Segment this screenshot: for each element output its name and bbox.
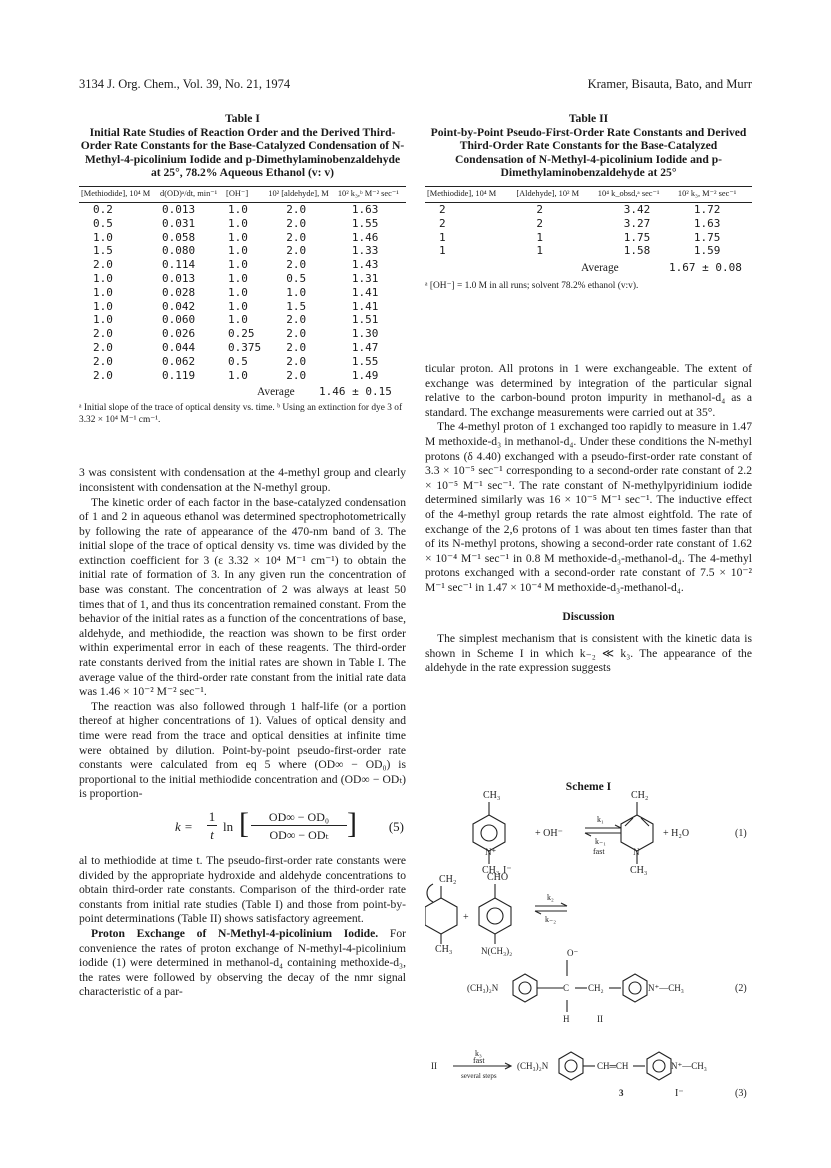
table-cell: 1.72 — [693, 202, 721, 216]
table-cell: 1.63 — [693, 216, 721, 230]
scheme-label: O⁻ — [567, 948, 579, 958]
table-cell: 2 — [536, 216, 543, 230]
table-cell: 2.0 — [286, 313, 307, 327]
table-cell: 1.33 — [351, 244, 379, 258]
scheme-label: CH═CH — [597, 1061, 629, 1071]
pyridinium-ring-3 — [647, 1052, 671, 1080]
section-heading: Discussion — [562, 609, 615, 623]
table-rule — [79, 382, 406, 384]
table-1-label: Table I — [225, 112, 260, 125]
table-1-grid — [79, 186, 406, 384]
table-cell: 1.49 — [351, 368, 379, 382]
scheme-label: (CH₃)₂N — [467, 983, 499, 993]
benzaldehyde-ring — [479, 898, 511, 934]
table-cell: 1.41 — [351, 285, 379, 299]
table-1-footnote: ᵃ Initial slope of the trace of optical density vs. time. ᵇ Using an extinction for dye 3 of 3.32 × 10⁴ M⁻¹ cm⁻¹. — [79, 403, 403, 426]
average-value: 1.67 ± 0.08 — [669, 261, 742, 275]
eq-ln: ln — [223, 818, 234, 834]
table-cell: 1.0 — [228, 230, 248, 244]
column-header: d(OD)ᵃ/dt, min⁻¹ — [160, 188, 218, 198]
table-row — [425, 231, 752, 245]
table-cell: 0.5 — [228, 354, 248, 368]
table-cell: 1.0 — [228, 313, 248, 327]
paragraph: The reaction was also followed through 1 half-life (or a portion thereof at higher concentrations of 1). Values of optical density and time were read from the trace and optical densities at infinite time were obtained by dilution. Point-by-point pseudo-first-order rate constants were calculated from eq 5 where (OD∞ − OD₀) is proportional to the initial methiodide concentration and (OD∞ − ODₜ) is proportion- — [79, 699, 406, 801]
left-bracket: [ — [239, 806, 249, 840]
table-cell: 0.031 — [162, 216, 196, 230]
rate-label: fast — [473, 1056, 485, 1065]
equation-number: (3) — [735, 1088, 747, 1099]
table-cell: 1.0 — [228, 368, 248, 382]
table-cell: 0.060 — [162, 313, 196, 327]
table-header-row — [79, 186, 406, 202]
eq-inner-den: OD∞ − ODₜ — [269, 827, 329, 842]
scheme-label: (CH₃)₂N — [517, 1061, 549, 1071]
scheme-label: CH₃ — [630, 865, 648, 876]
table-cell: 1.58 — [623, 244, 651, 258]
table-cell: 0.058 — [162, 230, 196, 244]
scheme-label: CHO — [487, 872, 509, 883]
left-body-text — [79, 466, 406, 1000]
table-cell: 0.114 — [162, 258, 196, 272]
table-cell: 1.63 — [351, 202, 379, 216]
table-row — [425, 202, 752, 216]
paragraph-text: For convenience the rates of proton exchange of N-methyl-4-picolinium iodide (1) were determined in methanol-d₄ containing methoxide-d₃, the rates were followed by observing the decay of the nmr signal characteristic of a par- — [79, 926, 406, 999]
table-cell: 1.46 — [351, 230, 379, 244]
table-cell: 1.0 — [93, 299, 113, 313]
table-row — [425, 217, 752, 231]
right-bracket: ] — [347, 806, 357, 840]
table-cell: 2.0 — [286, 340, 307, 354]
scheme-label: + OH⁻ — [535, 828, 563, 839]
rate-label: several steps — [461, 1072, 497, 1080]
journal-reference: 3134 J. Org. Chem., Vol. 39, No. 21, 1974 — [79, 77, 291, 91]
table-row — [79, 272, 406, 286]
paragraph: The 4-methyl proton of 1 exchanged too rapidly to measure in 1.47 M methoxide-d₃ in methanol-d₄. Under these conditions the N-methyl protons (δ 4.40) exchanged with a pseudo-first-order rate constant of 3.3 × 10⁻⁵ sec⁻¹ corresponding to a second-order rate constant of 2.2 × 10⁻⁵ M⁻¹ sec⁻¹. The rate constant of N-methylpyridinium iodide determined similarly was 16 × 10⁻⁵ M⁻¹ sec⁻¹. The inductive effect of the 4-methyl group retards the rate almost eightfold. The rate of exchange of the 2,6 protons of 1 was about ten times faster than that of its N-methyl protons, showing a second-order rate constant of 1.62 × 10⁻⁴ M⁻¹ sec⁻¹ in 0.8 M methoxide-d₃-methanol-d₄. The 4-methyl protons exchanged with a second-order rate constant of 7.5 × 10⁻² M⁻¹ sec⁻¹ in 1.47 × 10⁻⁴ M methoxide-d₃-methanol-d₄. — [425, 420, 752, 594]
scheme-label: CH₃ — [483, 790, 501, 801]
table-cell: 0.013 — [162, 271, 196, 285]
rate-label: k₋₂ — [545, 915, 557, 924]
table-cell: 2 — [536, 202, 543, 216]
ylide-ring-2 — [425, 898, 457, 934]
table-cell: 1.55 — [351, 354, 379, 368]
right-body-text — [425, 362, 752, 676]
table-cell: 3.42 — [623, 202, 651, 216]
table-2-grid — [425, 186, 752, 260]
table-row — [79, 231, 406, 245]
table-row — [79, 313, 406, 327]
scheme-label: CH₂ — [631, 790, 649, 801]
table-cell: 3.27 — [623, 216, 651, 230]
column-header: 10⁴ k_obsd,ᵃ sec⁻¹ — [597, 188, 660, 198]
scheme-label: N⁺—CH₃ — [648, 983, 684, 993]
table-cell: 1.5 — [93, 244, 113, 258]
table-cell: 0.5 — [286, 271, 307, 285]
table-cell: 1.47 — [351, 340, 379, 354]
table-cell: 2.0 — [93, 340, 113, 354]
table-1-title: Initial Rate Studies of Reaction Order and the Derived Third-Order Rate Constants for the Base-Catalyzed Condensation of N-Methyl-4-picolinium Iodide and p-Dimethylaminobenzaldehyde at 25°, 78.2% Aqueous Ethanol (v: v) — [80, 125, 405, 180]
table-rule-row — [79, 382, 406, 384]
scheme-label: CH₂ — [439, 874, 457, 885]
table-cell: 1.0 — [228, 202, 248, 216]
table-cell: 2.0 — [286, 368, 307, 382]
table-cell: 2.0 — [286, 354, 307, 368]
table-cell: 2.0 — [286, 327, 307, 341]
eq-inner-num: OD∞ − OD₀ — [251, 810, 347, 826]
rate-label: k₁ — [597, 815, 604, 824]
table-rule — [425, 258, 752, 260]
table-cell: 1.43 — [351, 258, 379, 272]
column-header: 10² [aldehyde], M — [268, 188, 329, 198]
aryl-ring-3 — [559, 1052, 583, 1080]
compound-label: II — [597, 1014, 603, 1024]
rate-label: k₃ — [475, 1049, 482, 1058]
scheme-label: N⁺—CH₃ — [671, 1061, 707, 1071]
table-1 — [79, 112, 406, 426]
page-header — [79, 77, 752, 97]
table-cell: 1.0 — [93, 230, 113, 244]
compound-label: II — [431, 1061, 437, 1071]
paragraph: al to methiodide at time t. The pseudo-first-order rate constants were divided by the appropriate hydroxide and aldehyde concentrations to obtain third-order rate constants. Comparison of the third-order rate constants from initial rate studies (Table I) and those from point-by-point determinations (Table II) shows satisfactory agreement. — [79, 853, 406, 926]
table-row — [79, 286, 406, 300]
right-column — [425, 112, 752, 675]
table-cell: 2.0 — [286, 202, 307, 216]
table-row — [79, 369, 406, 383]
table-cell: 2.0 — [93, 368, 113, 382]
scheme-label: H — [563, 1014, 570, 1024]
column-header: [Methiodide], 10⁴ M — [427, 188, 497, 198]
average-label: Average — [581, 262, 619, 275]
eq-lhs: k = — [175, 818, 193, 834]
table-cell: 0.375 — [228, 340, 262, 354]
average-label: Average — [257, 386, 295, 399]
table-cell: 1.75 — [693, 230, 721, 244]
column-header: [Aldehyde], 10² M — [516, 188, 580, 198]
table-cell: 1.0 — [228, 285, 248, 299]
table-row — [425, 244, 752, 258]
aryl-ring — [513, 974, 537, 1002]
table-cell: 1.55 — [351, 216, 379, 230]
table-cell: 1.0 — [228, 258, 248, 272]
table-cell: 1.5 — [286, 299, 307, 313]
author-line: Kramer, Bisauta, Bato, and Murr — [587, 77, 752, 91]
table-cell: 1.0 — [93, 271, 113, 285]
pyridinium-ring-2 — [623, 974, 647, 1002]
table-cell: 2.0 — [286, 258, 307, 272]
table-cell: 1.0 — [93, 313, 113, 327]
table-1-average — [79, 385, 406, 400]
table-row — [79, 217, 406, 231]
table-row — [79, 341, 406, 355]
table-cell: 1.0 — [93, 285, 113, 299]
scheme-1 — [425, 780, 755, 1110]
table-cell: 2.0 — [93, 258, 113, 272]
scheme-label: + — [463, 912, 469, 923]
table-cell: 1.41 — [351, 299, 379, 313]
scheme-drawing — [425, 780, 755, 1110]
table-cell: 1.31 — [351, 271, 379, 285]
run-in-heading: Proton Exchange of N-Methyl-4-picolinium Iodide. — [91, 926, 379, 940]
table-cell: 0.5 — [93, 216, 113, 230]
table-2-body — [425, 202, 752, 260]
column-header: [Methiodide], 10⁴ M — [81, 188, 151, 198]
scheme-label: CH₃ — [435, 944, 453, 955]
table-2-average — [425, 261, 752, 276]
table-cell: 0.042 — [162, 299, 196, 313]
column-header: [OH⁻] — [226, 188, 249, 198]
rate-label: k₋₁ — [595, 837, 607, 846]
scheme-label: N(CH₃)₂ — [481, 946, 513, 956]
scheme-label: CH₃ — [482, 865, 500, 876]
table-2 — [425, 112, 752, 292]
scheme-label: C — [563, 983, 570, 993]
table-cell: 1.0 — [228, 271, 248, 285]
table-cell: 0.080 — [162, 244, 196, 258]
table-cell: 1.30 — [351, 327, 379, 341]
table-cell: 1 — [439, 230, 446, 244]
table-cell: 1.0 — [228, 299, 248, 313]
table-cell: 2.0 — [286, 244, 307, 258]
paragraph: The simplest mechanism that is consistent with the kinetic data is shown in Scheme I in which k₋₂ ≪ k₃. The appearance of the aldehyde in the rate expression suggests — [425, 632, 752, 675]
table-cell: 0.2 — [93, 202, 113, 216]
table-1-body — [79, 202, 406, 384]
eq-frac-num: 1 — [208, 808, 216, 824]
table-cell: 2.0 — [93, 327, 113, 341]
table-cell: 1.0 — [228, 244, 248, 258]
eq-number: (5) — [388, 818, 404, 834]
table-2-label: Table II — [568, 112, 609, 125]
table-row — [79, 244, 406, 258]
pyridinium-ring — [473, 815, 505, 851]
table-row — [79, 300, 406, 314]
table-row — [79, 355, 406, 369]
table-cell: 1.59 — [693, 244, 721, 258]
rate-label: fast — [593, 847, 605, 856]
scheme-label: N — [633, 847, 640, 857]
table-cell: 1 — [439, 244, 446, 258]
table-cell: 1 — [536, 230, 543, 244]
scheme-label: CH₂ — [588, 983, 604, 993]
table-cell: 1 — [536, 244, 543, 258]
equation-number: (1) — [735, 828, 747, 839]
table-2-title: Point-by-Point Pseudo-First-Order Rate Constants and Derived Third-Order Rate Constants for the Base-Catalyzed Condensation of N-Methyl-4-picolinium Iodide and p-Dimethylaminobenzaldehyde at 25° — [430, 125, 747, 180]
scheme-title: Scheme I — [565, 780, 612, 793]
paragraph: ticular proton. All protons in 1 were exchangeable. The extent of exchange was determined by integration of the particular signal relative to the carbon-bound proton impurity in methanol-d₄ as a standard. The exchange measurements were carried out at 35°. — [425, 362, 752, 419]
column-header: 10² k₃,ᵇ M⁻² sec⁻¹ — [337, 188, 399, 198]
table-cell: 2.0 — [286, 230, 307, 244]
scheme-label: I⁻ — [675, 1088, 684, 1099]
paragraph: The kinetic order of each factor in the base-catalyzed condensation of 1 and 2 in aqueous ethanol was determined spectrophotometrically by following the rate of appearance of the 470-nm band of 3. The initial slope of the trace of optical density vs. time was divided by the extinction coefficient for 3 (ε 3.32 × 10⁴ M⁻¹ cm⁻¹) to obtain the initial rate of formation of 3. In any given run the concentration of base was constant. The concentration of 2 was always at least 50 times that of 1, and thus its concentration remained constant. From the behavior of the initial rates as a function of the concentrations of base, aldehyde, and methiodide, the reaction was shown to be first order within experimental error in each of these reagents. The third-order rate constants derived from the initial rates are shown in Table I. The average value of the third-order rate constant from the initial rate data was 1.46 × 10⁻² M⁻² sec⁻¹. — [79, 495, 406, 699]
table-cell: 1.0 — [228, 216, 248, 230]
eq-frac-den: t — [210, 826, 214, 842]
table-row — [79, 258, 406, 272]
table-cell: 1.0 — [286, 285, 307, 299]
ylide-ring — [621, 815, 653, 851]
column-header: 10² k₃, M⁻² sec⁻¹ — [677, 188, 737, 198]
table-header-row — [425, 186, 752, 202]
table-cell: 1.75 — [623, 230, 651, 244]
table-row — [79, 327, 406, 341]
table-cell: 0.062 — [162, 354, 196, 368]
table-cell: 0.044 — [162, 340, 196, 354]
table-cell: 0.119 — [162, 368, 196, 382]
aromatic-circle — [481, 825, 497, 841]
paragraph — [79, 927, 406, 1000]
scheme-label: I⁻ — [503, 865, 512, 876]
compound-label: 3 — [619, 1088, 624, 1098]
equation-5 — [79, 808, 406, 848]
paragraph: 3 was consistent with condensation at the 4-methyl group and clearly inconsistent with condensation at the N-methyl group. — [79, 466, 406, 494]
scheme-label: N⁺ — [485, 847, 497, 857]
table-cell: 2 — [439, 202, 446, 216]
table-cell: 2.0 — [93, 354, 113, 368]
table-cell: 0.25 — [228, 327, 255, 341]
scheme-label: + H₂O — [663, 828, 690, 839]
table-cell: 0.028 — [162, 285, 196, 299]
table-cell: 1.51 — [351, 313, 379, 327]
rate-label: k₂ — [547, 893, 554, 902]
table-cell: 0.013 — [162, 202, 196, 216]
equation-number: (2) — [735, 983, 747, 994]
table-cell: 0.026 — [162, 327, 196, 341]
average-value: 1.46 ± 0.15 — [319, 385, 392, 399]
table-rule-row — [425, 258, 752, 260]
table-row — [79, 202, 406, 216]
table-2-footnote: ᵃ [OH⁻] = 1.0 M in all runs; solvent 78.2% ethanol (v:v). — [425, 281, 639, 292]
table-cell: 2.0 — [286, 216, 307, 230]
left-column — [79, 112, 406, 1000]
table-cell: 2 — [439, 216, 446, 230]
